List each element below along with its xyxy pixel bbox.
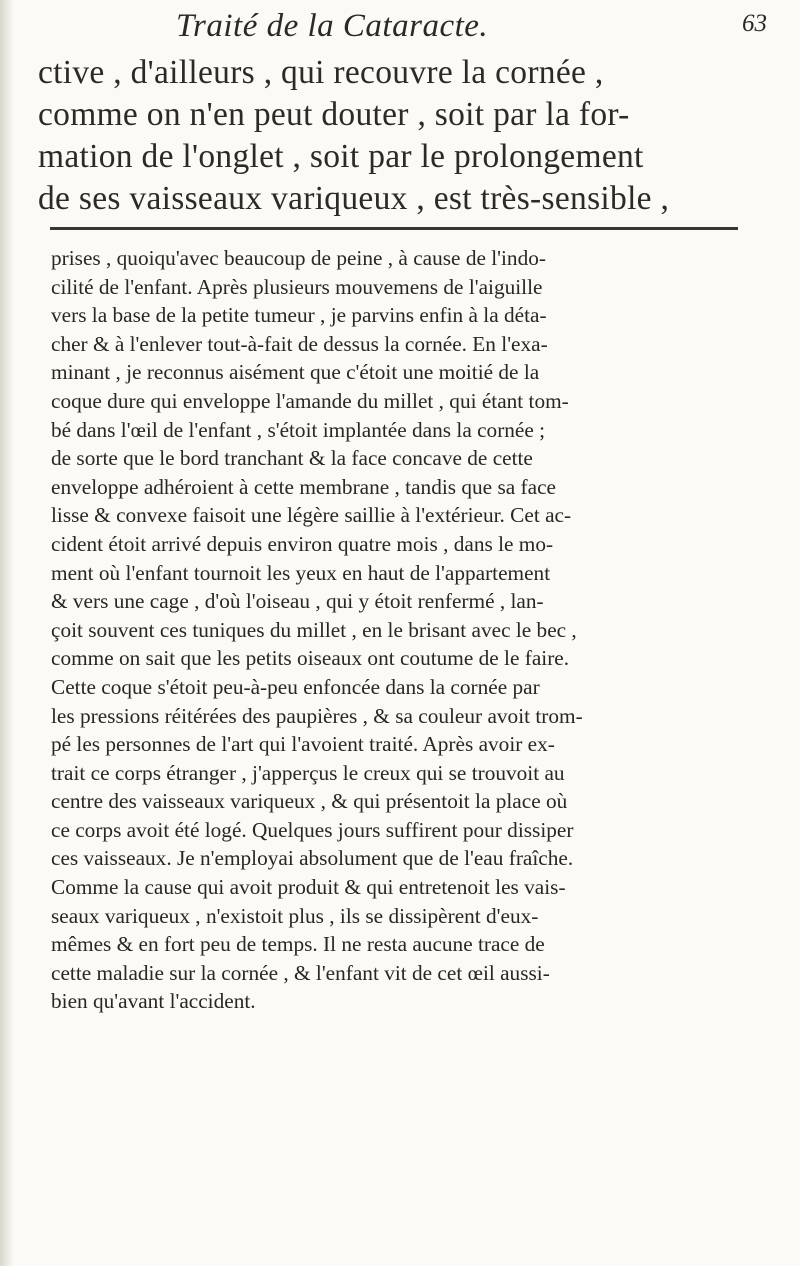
text-line: prises , quoiqu'avec beaucoup de peine , à cause de l'indo- xyxy=(51,246,546,270)
page-edge-shadow xyxy=(0,0,14,1266)
text-line: pé les personnes de l'art qui l'avoient traité. Après avoir ex- xyxy=(51,732,555,757)
text-line: seaux variqueux , n'existoit plus , ils se dissipèrent d'eux- xyxy=(51,903,539,928)
text-line: bien qu'avant l'accident. xyxy=(51,989,256,1014)
text-line: lisse & convexe faisoit une légère saillie à l'extérieur. Cet ac- xyxy=(51,503,572,528)
text-line: ment où l'enfant tournoit les yeux en haut de l'appartement xyxy=(51,560,551,585)
text-line: çoit souvent ces tuniques du millet , en le brisant avec le bec , xyxy=(51,617,577,642)
text-line: cident étoit arrivé depuis environ quatre mois , dans le mo- xyxy=(51,531,554,556)
page-number: 63 xyxy=(742,10,767,37)
text-line: centre des vaisseaux variqueux , & qui présentoit la place où xyxy=(51,789,568,814)
small-type-paragraph xyxy=(51,244,771,1016)
text-line: Cette coque s'étoit peu-à-peu enfoncée dans la cornée par xyxy=(51,674,540,699)
text-line: les pressions réitérées des paupières , & sa couleur avoit trom- xyxy=(51,703,583,728)
text-line: coque dure qui enveloppe l'amande du millet , qui étant tom- xyxy=(51,388,569,413)
text-line: comme on n'en peut douter , soit par la for- xyxy=(38,96,630,133)
large-type-paragraph xyxy=(38,52,778,220)
text-line: trait ce corps étranger , j'apperçus le creux qui se trouvoit au xyxy=(51,760,565,785)
text-line: ce corps avoit été logé. Quelques jours suffirent pour dissiper xyxy=(51,817,574,842)
text-line: vers la base de la petite tumeur , je parvins enfin à la déta- xyxy=(51,303,547,328)
text-line: & vers une cage , d'où l'oiseau , qui y étoit renfermé , lan- xyxy=(51,589,544,614)
section-divider xyxy=(50,227,738,230)
page-header xyxy=(0,8,800,52)
text-line: comme on sait que les petits oiseaux ont coutume de le faire. xyxy=(51,646,570,671)
text-line: minant , je reconnus aisément que c'étoit une moitié de la xyxy=(51,360,540,385)
text-line: bé dans l'œil de l'enfant , s'étoit implantée dans la cornée ; xyxy=(51,417,546,442)
text-line: mation de l'onglet , soit par le prolongement xyxy=(38,138,644,175)
text-line: mêmes & en fort peu de temps. Il ne resta aucune trace de xyxy=(51,932,545,957)
text-line: cilité de l'enfant. Après plusieurs mouvemens de l'aiguille xyxy=(51,274,543,299)
text-line: de ses vaisseaux variqueux , est très-sensible , xyxy=(38,180,670,217)
running-title: Traité de la Cataracte. xyxy=(176,8,489,44)
text-line: enveloppe adhéroient à cette membrane , tandis que sa face xyxy=(51,474,556,499)
text-line: ctive , d'ailleurs , qui recouvre la cornée , xyxy=(38,54,604,91)
text-line: ces vaisseaux. Je n'employai absolument que de l'eau fraîche. xyxy=(51,846,574,871)
text-line: Comme la cause qui avoit produit & qui entretenoit les vais- xyxy=(51,875,566,900)
text-line: cher & à l'enlever tout-à-fait de dessus la cornée. En l'exa- xyxy=(51,331,548,356)
text-line: cette maladie sur la cornée , & l'enfant vit de cet œil aussi- xyxy=(51,960,550,985)
text-line: de sorte que le bord tranchant & la face concave de cette xyxy=(51,446,533,471)
